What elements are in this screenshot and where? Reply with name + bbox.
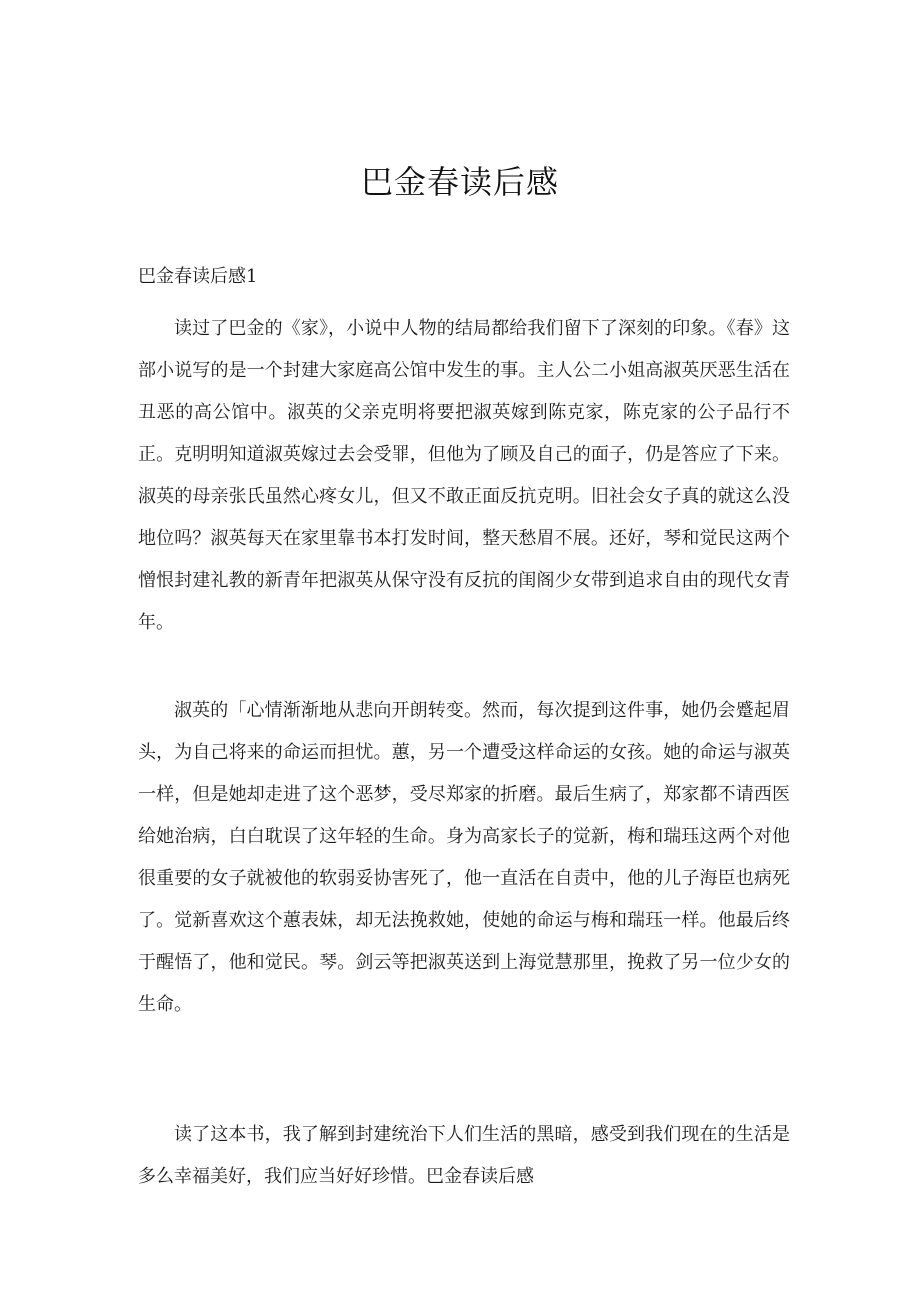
paragraph-2-block bbox=[138, 690, 790, 1026]
paragraph: 淑英的「心情渐渐地从悲向开朗转变。然而，每次提到这件事，她仍会蹙起眉头，为自己将来的命运而担忧。蕙，另一个遭受这样命运的女孩。她的命运与淑英一样，但是她却走进了这个恶梦，受尽郑家的折磨。最后生病了，郑家都不请西医给她治病，白白耽误了这年轻的生命。身为高家长子的觉新，梅和瑞珏这两个对他很重要的女子就被他的软弱妥协害死了，他一直活在自责中，他的儿子海臣也病死了。觉新喜欢这个蕙表妹，却无法挽救她，使她的命运与梅和瑞珏一样。他最后终于醒悟了，他和觉民。琴。剑云等把淑英送到上海觉慧那里，挽救了另一位少女的生命。 bbox=[138, 700, 790, 1015]
section-heading: 巴金春读后感1 bbox=[138, 266, 258, 287]
paragraph-1-block bbox=[138, 308, 790, 644]
paragraph: 读过了巴金的《家》，小说中人物的结局都给我们留下了深刻的印象。《春》这部小说写的是一个封建大家庭高公馆中发生的事。主人公二小姐高淑英厌恶生活在丑恶的高公馆中。淑英的父亲克明将要把淑英嫁到陈克家，陈克家的公子品行不正。克明明知道淑英嫁过去会受罪，但他为了顾及自己的面子，仍是答应了下来。淑英的母亲张氏虽然心疼女儿，但又不敢正面反抗克明。旧社会女子真的就这么没地位吗？淑英每天在家里靠书本打发时间，整天愁眉不展。还好，琴和觉民这两个憎恨封建礼教的新青年把淑英从保守没有反抗的闺阁少女带到追求自由的现代女青年。 bbox=[138, 318, 790, 633]
paragraph-3-block bbox=[138, 1114, 790, 1198]
document-title: 巴金春读后感 bbox=[360, 163, 559, 201]
paragraph: 读了这本书，我了解到封建统治下人们生活的黑暗，感受到我们现在的生活是多么幸福美好，我们应当好好珍惜。巴金春读后感 bbox=[138, 1124, 790, 1187]
